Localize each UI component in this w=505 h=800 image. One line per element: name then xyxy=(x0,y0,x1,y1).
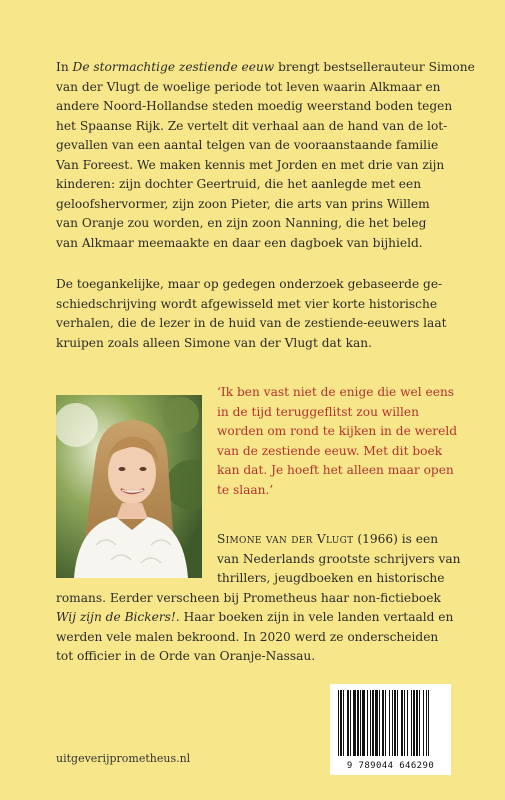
blurb-line: gevallen van een aantal telgen van de vooraanstaande familie xyxy=(56,138,439,152)
barcode-bar xyxy=(372,690,374,756)
quote-line: kan dat. Je hoeft het alleen maar open xyxy=(217,463,454,477)
blurb-paragraph-1 xyxy=(56,58,475,253)
barcode-bar xyxy=(375,690,378,756)
bio-line: romans. Eerder verscheen bij Prometheus haar non-fictieboek xyxy=(56,590,441,605)
bio-line: tot officier in de Orde van Oranje-Nassau. xyxy=(56,649,316,663)
barcode-bar xyxy=(347,690,349,756)
barcode-bar xyxy=(338,690,339,756)
barcode-bar xyxy=(389,690,390,756)
barcode-bar xyxy=(423,690,424,756)
blurb-line: geloofshervormer, zijn zoon Pieter, die arts van prins Willem xyxy=(56,196,430,211)
bio-line: werden vele malen bekroond. In 2020 werd ze onderscheiden xyxy=(56,629,439,644)
blurb-line: verhalen, die de lezer in de huid van de zestiende-eeuwers laat xyxy=(56,316,447,330)
quote-line: in de tijd teruggeflitst zou willen xyxy=(217,404,419,419)
publisher-website: uitgeverijprometheus.nl xyxy=(56,752,191,765)
blurb-line: Van Foreest. We maken kennis met Jorden en met drie van zijn xyxy=(56,157,445,172)
isbn-barcode xyxy=(330,684,451,775)
barcode-bar xyxy=(360,690,361,756)
blurb-line: van der Vlugt de woelige periode tot leven waarin Alkmaar en xyxy=(56,79,441,94)
barcode-bar xyxy=(343,690,344,756)
quote-line: worden om rond te kijken in de wereld xyxy=(217,424,458,438)
barcode-bar xyxy=(397,690,398,756)
blurb-line: In De stormachtige zestiende eeuw brengt bestsellerauteur Simone xyxy=(56,60,475,74)
author-quote xyxy=(217,383,467,500)
author-bio xyxy=(56,530,468,667)
bio-line: thrillers, jeugdboeken en historische xyxy=(217,571,445,585)
blurb-line: kruipen zoals alleen Simone van der Vlugt dat kan. xyxy=(56,335,372,350)
barcode-bar xyxy=(379,690,380,756)
blurb-line: van Alkmaar meemaakte en daar een dagboek van bijhield. xyxy=(56,235,423,250)
barcode-bar xyxy=(340,690,342,756)
barcode-bar xyxy=(382,690,384,756)
barcode-bar xyxy=(413,690,415,756)
barcode-bar xyxy=(416,690,418,756)
barcode-bar xyxy=(426,690,427,756)
blurb-line: De toegankelijke, maar op gedegen onderzoek gebaseerde ge- xyxy=(56,277,443,291)
barcode-bar xyxy=(385,690,386,756)
barcode-bar xyxy=(394,690,396,756)
barcode-bar xyxy=(428,690,429,756)
barcode-bar xyxy=(370,690,371,756)
barcode-bar xyxy=(362,690,365,756)
author-name: Simone van der Vlugt xyxy=(217,532,354,546)
barcode-bar xyxy=(350,690,351,756)
blurb-line: schiedschrijving wordt afgewisseld met vier korte historische xyxy=(56,296,438,311)
blurb-line: andere Noord-Hollandse steden moedig weerstand boden tegen xyxy=(56,99,453,113)
blurb-line: kinderen: zijn dochter Geertruid, die het aanlegde met een xyxy=(56,177,422,191)
bio-line: Wij zijn de Bickers!. Haar boeken zijn in vele landen vertaald en xyxy=(56,610,454,624)
bio-line: van Nederlands grootste schrijvers van xyxy=(217,551,461,566)
blurb-line: het Spaanse Rijk. Ze vertelt dit verhaal aan de hand van de lot- xyxy=(56,118,448,133)
blurb-line: van Oranje zou worden, en zijn zoon Nanning, die het beleg xyxy=(56,216,427,230)
barcode-bar xyxy=(407,690,408,756)
barcode-bar xyxy=(419,690,420,756)
barcode-bar xyxy=(392,690,393,756)
barcode-bar xyxy=(411,690,412,756)
barcode-bar xyxy=(353,690,356,756)
isbn-digits: 9 789044 646290 xyxy=(346,761,435,771)
bio-line: Simone van der Vlugt (1966) is een xyxy=(217,532,439,546)
barcode-bar xyxy=(367,690,368,756)
barcode-bar xyxy=(357,690,359,756)
book-title: De stormachtige zestiende eeuw xyxy=(72,60,275,74)
barcode-bar xyxy=(401,690,403,756)
barcode-bar xyxy=(404,690,405,756)
book-title: Wij zijn de Bickers! xyxy=(56,610,176,624)
quote-line: ‘Ik ben vast niet de enige die wel eens xyxy=(217,385,455,399)
quote-line: te slaan.’ xyxy=(217,482,274,497)
blurb-paragraph-2 xyxy=(56,275,460,353)
quote-line: van de zestiende eeuw. Met dit boek xyxy=(217,443,443,458)
